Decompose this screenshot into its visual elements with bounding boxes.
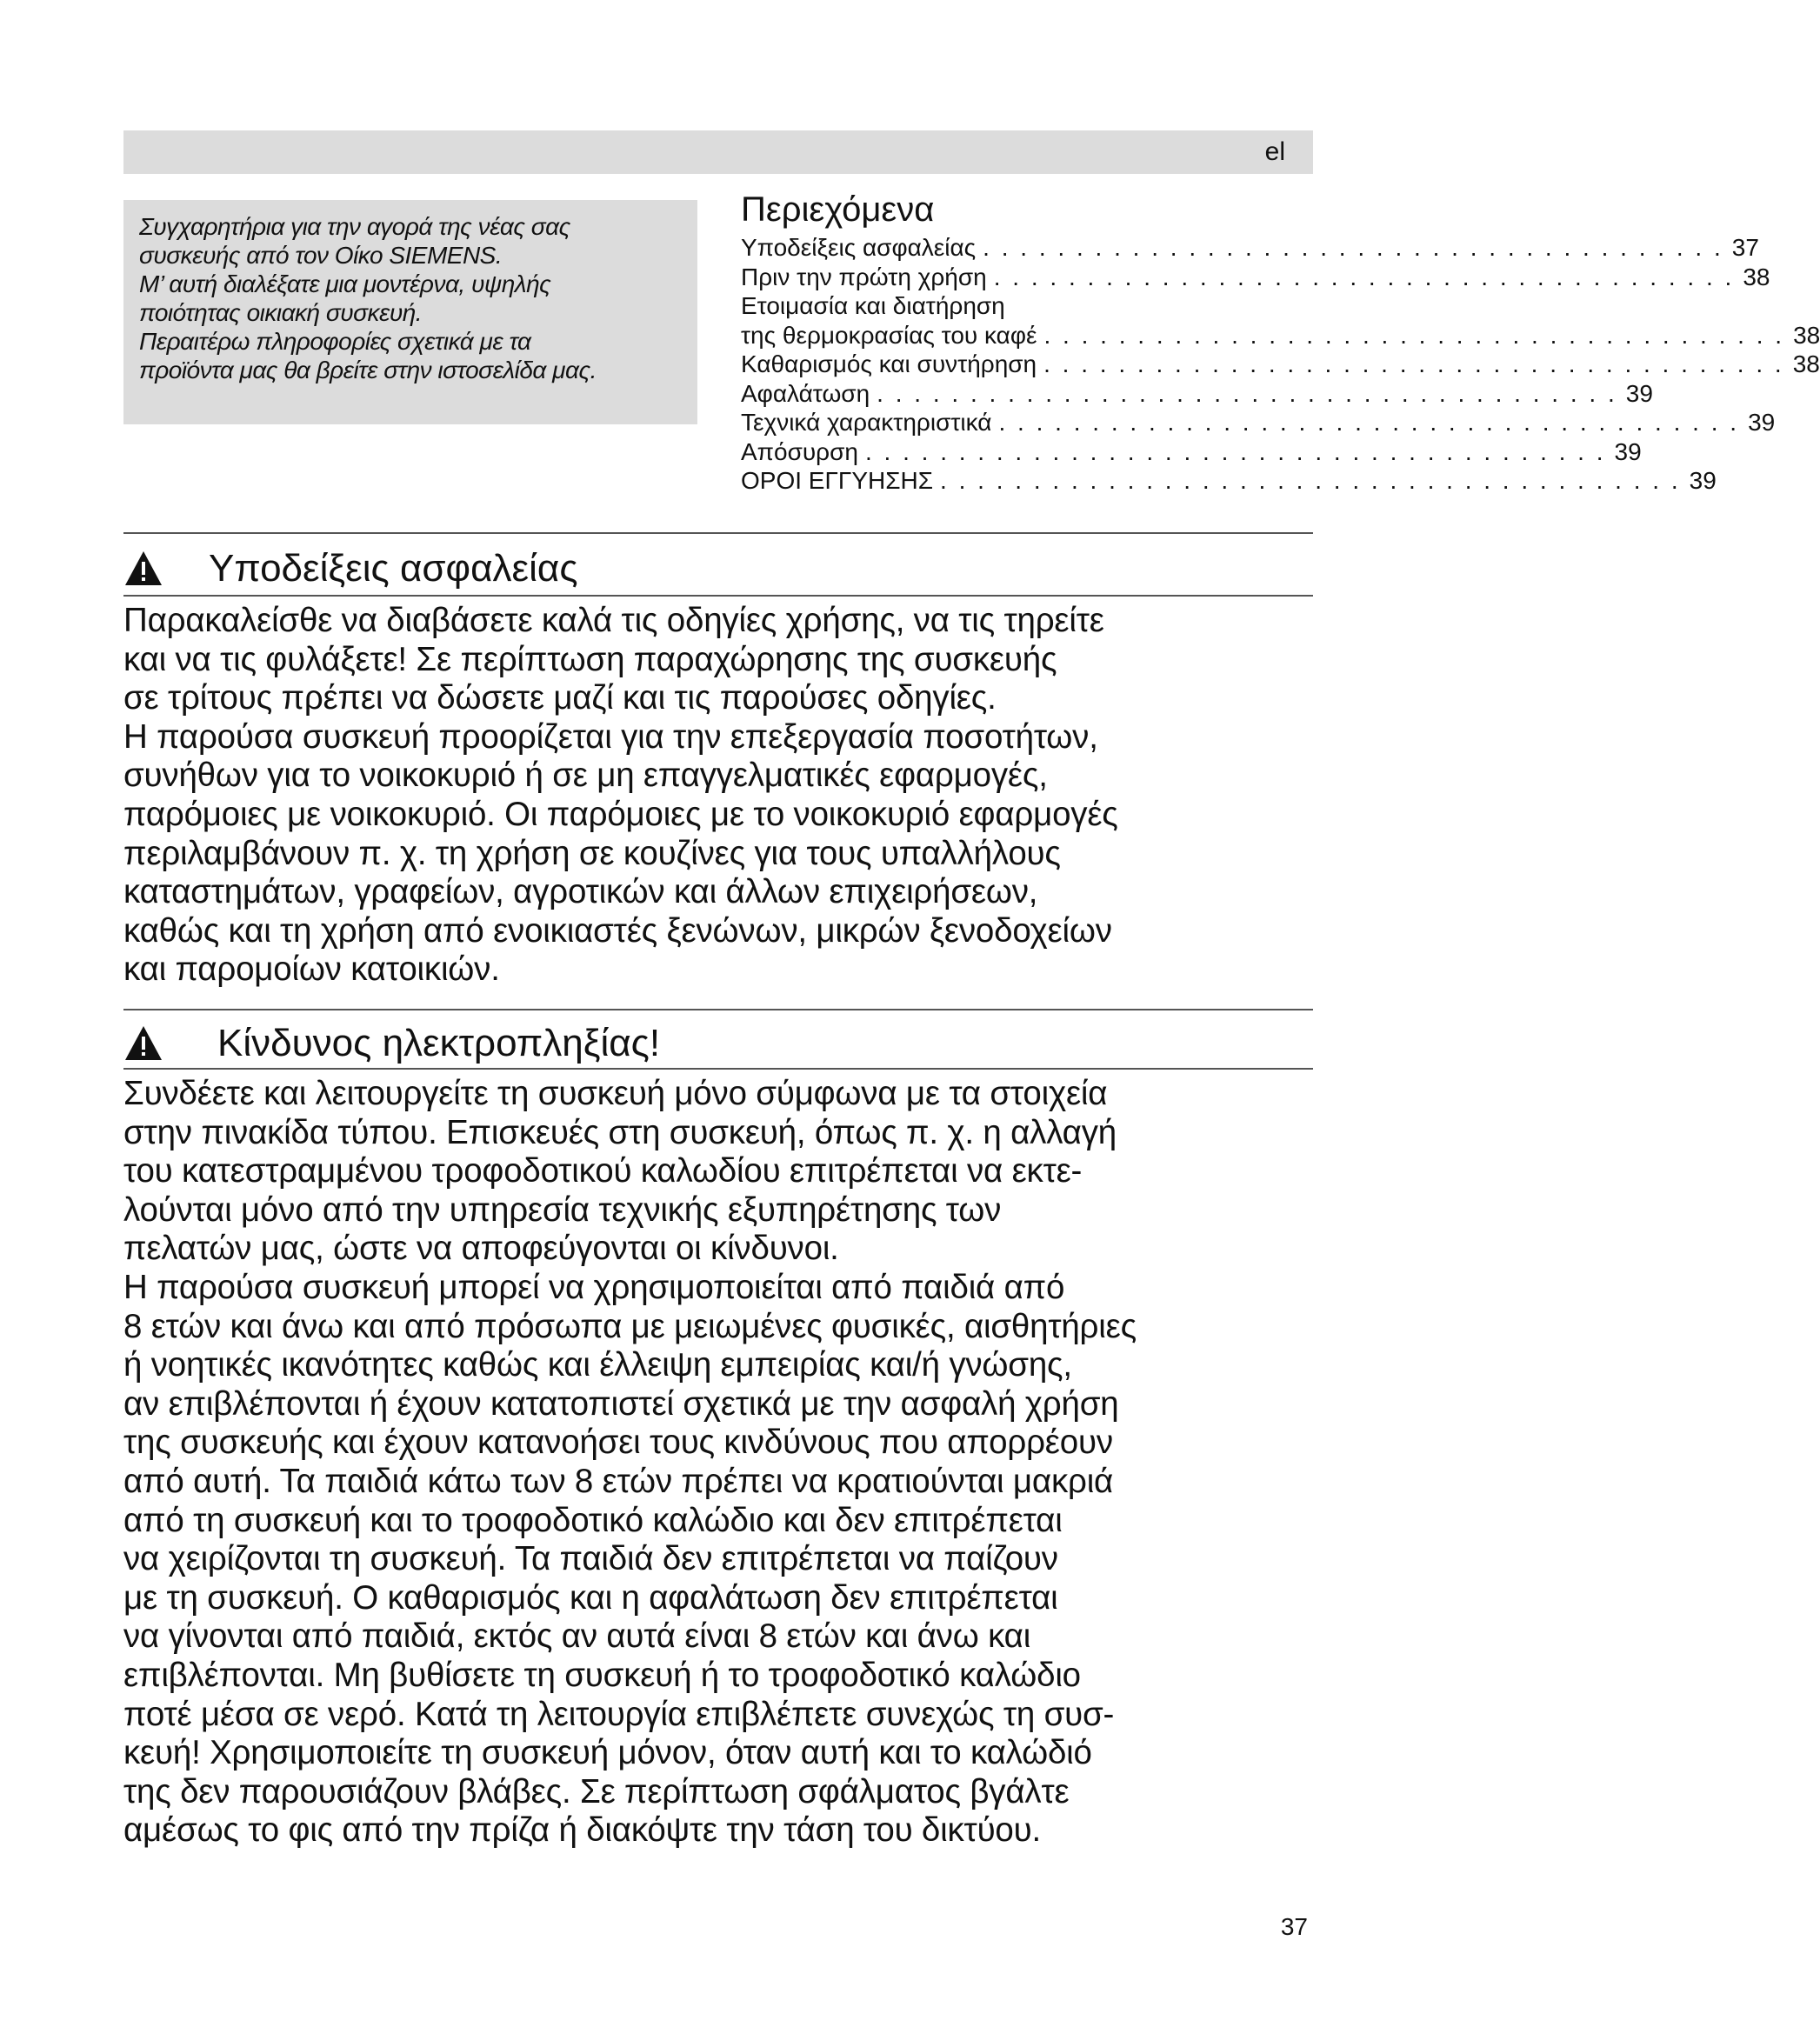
- toc-entry-page: 39: [1748, 409, 1776, 436]
- body-line: από αυτή. Τα παιδιά κάτω των 8 ετών πρέπει να κρατιούνται μακριά: [123, 1462, 1114, 1500]
- toc-entry-page: 38: [1793, 321, 1820, 349]
- toc-entry: [741, 321, 1820, 350]
- body-line: σε τρίτους πρέπει να δώσετε μαζί και τις παρούσες οδηγίες.: [123, 679, 997, 717]
- toc-entry-label: Απόσυρση: [741, 437, 858, 465]
- section-divider: [123, 1068, 1313, 1070]
- body-line: ή νοητικές ικανότητες καθώς και έλλειψη εμπειρίας και/ή γνώσης,: [123, 1346, 1072, 1384]
- greeting-line: ποιότητας οικιακή συσκευή.: [139, 299, 423, 326]
- toc-dot-leader: . . . . . . . . . . . . . . . . . . . . . . . . . . . . . . . . . . . . . . . .: [940, 467, 1681, 494]
- toc-entry: [741, 291, 1310, 321]
- toc-entry: [741, 263, 1770, 292]
- safety-section-header: [123, 543, 1313, 595]
- toc-entry-page: 37: [1731, 234, 1759, 261]
- toc-entry-label: Τεχνικά χαρακτηριστικά: [741, 409, 992, 436]
- body-line: να χειρίζονται τη συσκευή. Τα παιδιά δεν επιτρέπεται να παίζουν: [123, 1540, 1058, 1578]
- warning-triangle-icon: [123, 1024, 163, 1064]
- toc-entry-page: 39: [1689, 467, 1717, 494]
- greeting-box: [123, 200, 697, 424]
- toc-dot-leader: . . . . . . . . . . . . . . . . . . . . . . . . . . . . . . . . . . . . . . . .: [1043, 350, 1784, 377]
- body-line: καθώς και τη χρήση από ενοικιαστές ξενώνων, μικρών ξενοδοχείων: [123, 911, 1112, 950]
- toc-entry-label: Αφαλάτωση: [741, 379, 870, 407]
- greeting-line: προϊόντα μας θα βρείτε στην ιστοσελίδα μας.: [139, 357, 597, 383]
- toc-entry: [741, 437, 1642, 467]
- greeting-line: Περαιτέρω πληροφορίες σχετικά με τα: [139, 328, 531, 355]
- greeting-line: Μ’ αυτή διαλέξατε μια μοντέρνα, υψηλής: [139, 270, 551, 297]
- electric-body-text: [123, 1075, 1323, 1851]
- body-line: με τη συσκευή. Ο καθαρισμός και η αφαλάτωση δεν επιτρέπεται: [123, 1578, 1058, 1617]
- body-line: κευή! Χρησιμοποιείτε τη συσκευή μόνον, όταν αυτή και το καλώδιό: [123, 1734, 1092, 1772]
- toc-list: [741, 233, 1820, 496]
- body-line: Συνδέετε και λειτουργείτε τη συσκευή μόνο σύμφωνα με τα στοιχεία: [123, 1075, 1108, 1112]
- toc-title: Περιεχόμενα: [741, 190, 935, 229]
- section-title: Κίνδυνος ηλεκτροπληξίας!: [217, 1022, 661, 1064]
- toc-entry-page: 38: [1792, 350, 1820, 377]
- body-line: λούνται μόνο από την υπηρεσία τεχνικής εξυπηρέτησης των: [123, 1190, 1002, 1229]
- toc-entry-page: 38: [1743, 263, 1770, 290]
- toc-dot-leader: . . . . . . . . . . . . . . . . . . . . . . . . . . . . . . . . . . . . . . . .: [877, 379, 1617, 407]
- toc-dot-leader: . . . . . . . . . . . . . . . . . . . . . . . . . . . . . . . . . . . . . . . .: [998, 409, 1740, 436]
- section-divider: [123, 532, 1313, 534]
- toc-entry-page: 39: [1625, 379, 1653, 407]
- toc-dot-leader: . . . . . . . . . . . . . . . . . . . . . . . . . . . . . . . . . . . . . . . .: [1043, 321, 1785, 349]
- body-line: και να τις φυλάξετε! Σε περίπτωση παραχώρησης της συσκευής: [123, 640, 1057, 678]
- warning-triangle-icon: [123, 549, 163, 589]
- body-line: να γίνονται από παιδιά, εκτός αν αυτά είναι 8 ετών και άνω και: [123, 1617, 1031, 1656]
- electric-section-header: [123, 1017, 1313, 1070]
- language-code: el: [1264, 137, 1285, 166]
- toc-entry-label: της θερμοκρασίας του καφέ: [741, 321, 1037, 349]
- toc-dot-leader: . . . . . . . . . . . . . . . . . . . . . . . . . . . . . . . . . . . . . . . .: [983, 234, 1723, 261]
- toc-entry: [741, 466, 1717, 496]
- toc-entry-label: ΟΡΟΙ ΕΓΓΥΗΣΗΣ: [741, 467, 934, 494]
- safety-body-text: [123, 602, 1323, 990]
- toc-dot-leader: . . . . . . . . . . . . . . . . . . . . . . . . . . . . . . . . . . . . . . . .: [864, 437, 1606, 465]
- body-line: Παρακαλείσθε να διαβάσετε καλά τις οδηγίες χρήσης, να τις τηρείτε: [123, 602, 1104, 639]
- body-line: της δεν παρουσιάζουν βλάβες. Σε περίπτωση σφάλματος βγάλτε: [123, 1772, 1070, 1811]
- body-line: στην πινακίδα τύπου. Επισκευές στη συσκευή, όπως π. χ. η αλλαγή: [123, 1113, 1117, 1151]
- toc-dot-leader: . . . . . . . . . . . . . . . . . . . . . . . . . . . . . . . . . . . . . . . .: [993, 263, 1735, 290]
- body-line: Η παρούσα συσκευή μπορεί να χρησιμοποιείται από παιδιά από: [123, 1268, 1065, 1306]
- body-line: ποτέ μέσα σε νερό. Κατά τη λειτουργία επιβλέπετε συνεχώς τη συσ-: [123, 1695, 1115, 1733]
- section-title: Υποδείξεις ασφαλείας: [209, 547, 578, 590]
- body-line: αμέσως το φις από την πρίζα ή διακόψτε την τάση του δικτύου.: [123, 1811, 1041, 1850]
- table-of-contents: [741, 188, 1820, 496]
- toc-entry-label: Ετοιμασία και διατήρηση: [741, 292, 1005, 319]
- toc-entry-page: 39: [1614, 437, 1642, 465]
- body-line: και παρομοίων κατοικιών.: [123, 950, 500, 989]
- toc-entry-label: Καθαρισμός και συντήρηση: [741, 350, 1037, 377]
- body-line: παρόμοιες με νοικοκυριό. Οι παρόμοιες με το νοικοκυριό εφαρμογές: [123, 795, 1118, 833]
- body-line: της συσκευής και έχουν κατανοήσει τους κινδύνους που απορρέουν: [123, 1424, 1113, 1462]
- page-number: 37: [1280, 1913, 1308, 1940]
- body-line: Η παρούσα συσκευή προορίζεται για την επεξεργασία ποσοτήτων,: [123, 717, 1098, 756]
- body-line: του κατεστραμμένου τροφοδοτικού καλωδίου επιτρέπεται να εκτε-: [123, 1152, 1083, 1190]
- toc-entry-label: Πριν την πρώτη χρήση: [741, 263, 987, 290]
- body-line: από τη συσκευή και το τροφοδοτικό καλώδιο και δεν επιτρέπεται: [123, 1501, 1063, 1539]
- language-bar: [123, 130, 1313, 174]
- body-line: πελατών μας, ώστε να αποφεύγονται οι κίνδυνοι.: [123, 1230, 839, 1268]
- body-line: 8 ετών και άνω και από πρόσωπα με μειωμένες φυσικές, αισθητήριες: [123, 1307, 1137, 1345]
- section-divider: [123, 595, 1313, 597]
- body-line: καταστημάτων, γραφείων, αγροτικών και άλλων επιχειρήσεων,: [123, 873, 1038, 911]
- greeting-line: Συγχαρητήρια για την αγορά της νέας σας: [139, 213, 570, 240]
- body-line: περιλαμβάνουν π. χ. τη χρήση σε κουζίνες για τους υπαλλήλους: [123, 834, 1061, 872]
- body-line: επιβλέπονται. Μη βυθίσετε τη συσκευή ή το τροφοδοτικό καλώδιο: [123, 1656, 1081, 1694]
- toc-entry: [741, 379, 1653, 409]
- greeting-line: συσκευής από τον Οίκο SIEMENS.: [139, 242, 503, 269]
- toc-entry: [741, 408, 1776, 437]
- section-divider: [123, 1009, 1313, 1010]
- toc-entry: [741, 350, 1820, 379]
- body-line: συνήθων για το νοικοκυριό ή σε μη επαγγελματικές εφαρμογές,: [123, 757, 1048, 795]
- toc-entry-label: Υποδείξεις ασφαλείας: [741, 234, 977, 261]
- toc-entry: [741, 233, 1759, 263]
- body-line: αν επιβλέπονται ή έχουν κατατοπιστεί σχετικά με την ασφαλή χρήση: [123, 1384, 1119, 1423]
